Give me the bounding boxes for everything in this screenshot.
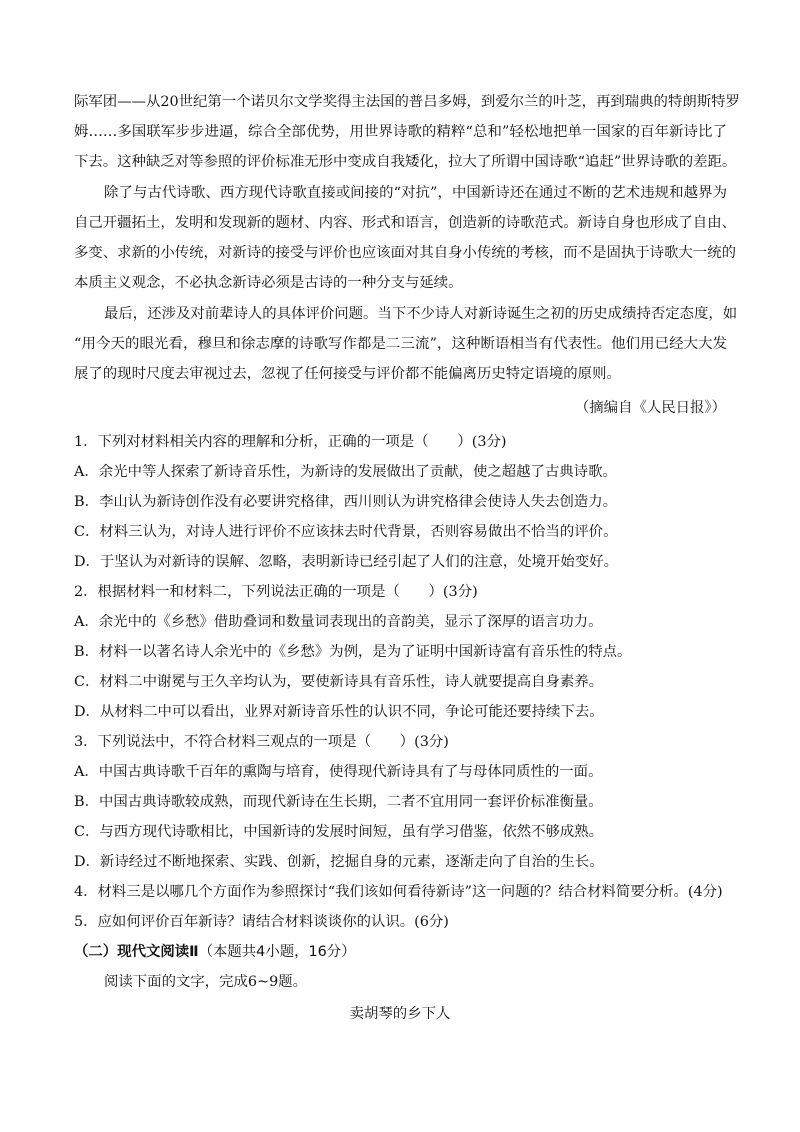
question-option: B．李山认为新诗创作没有必要讲究格律，西川则认为讲究格律会使诗人失去创造力。 xyxy=(74,494,618,510)
passage-line: 本质主义观念，不必执念新诗必须是古诗的一种分支与延续。 xyxy=(74,275,463,291)
section-title: （二）现代文阅读Ⅱ xyxy=(74,944,199,960)
question-option: D．从材料二中可以看出，业界对新诗音乐性的认识不同，争论可能还要持续下去。 xyxy=(74,704,604,720)
section-heading xyxy=(74,942,356,962)
question-stem: 4．材料三是以哪几个方面作为参照探讨“我们该如何看待新诗”这一问题的？结合材料简要分析。(4分) xyxy=(74,884,723,900)
question-option: C．与西方现代诗歌相比，中国新诗的发展时间短，虽有学习借鉴，依然不够成熟。 xyxy=(74,824,604,840)
passage-line: 自己开疆拓土，发明和发现新的题材、内容、形式和语言，创造新的诗歌范式。新诗自身也形成了自由、 xyxy=(74,215,736,231)
passage-line: 下去。这种缺乏对等参照的评价标准无形中变成自我矮化，拉大了所谓中国诗歌“追赶”世界诗歌的差距。 xyxy=(74,154,737,170)
passage-line: 际军团——从20世纪第一个诺贝尔文学奖得主法国的普吕多姆，到爱尔兰的叶芝，再到瑞典的特朗斯特罗 xyxy=(74,94,740,110)
passage-line: 最后，还涉及对前辈诗人的具体评价问题。当下不少诗人对新诗诞生之初的历史成绩持否定态度，如 xyxy=(104,306,738,322)
passage-source: （摘编自《人民日报》） xyxy=(574,400,726,416)
question-stem: 2．根据材料一和材料二，下列说法正确的一项是（ ）(3分) xyxy=(74,584,478,600)
passage-line: 姆……多国联军步步进逼，综合全部优势，用世界诗歌的精粹“总和”轻松地把单一国家的百年新诗比了 xyxy=(74,124,727,140)
story-title: 卖胡琴的乡下人 xyxy=(349,1006,451,1022)
passage-line: 除了与古代诗歌、西方现代诗歌直接或间接的“对抗”，中国新诗还在通过不断的艺术违规和越界为 xyxy=(104,185,727,201)
question-stem: 3．下列说法中，不符合材料三观点的一项是（ ）(3分) xyxy=(74,734,449,750)
question-option: A．中国古典诗歌千百年的熏陶与培育，使得现代新诗具有了与母体同质性的一面。 xyxy=(74,764,603,780)
question-option: D．于坚认为对新诗的误解、忽略，表明新诗已经引起了人们的注意，处境开始变好。 xyxy=(74,554,618,570)
question-option: B．中国古典诗歌较成熟，而现代新诗在生长期，二者不宜用同一套评价标准衡量。 xyxy=(74,794,603,810)
question-option: C．材料三认为，对诗人进行评价不应该抹去时代背景，否则容易做出不恰当的评价。 xyxy=(74,524,618,540)
question-stem: 1．下列对材料相关内容的理解和分析，正确的一项是（ ）(3分) xyxy=(74,434,507,450)
question-option: C．材料二中谢冕与王久辛均认为，要使新诗具有音乐性，诗人就要提高自身素养。 xyxy=(74,674,604,690)
passage-line: “用今天的眼光看，穆旦和徐志摩的诗歌写作都是二三流”，这种断语相当有代表性。他们用已经大大发 xyxy=(74,336,727,352)
passage-line: 展了的现时尺度去审视过去，忽视了任何接受与评价都不能偏离历史特定语境的原则。 xyxy=(74,366,621,382)
passage-line: 多变、求新的小传统，对新诗的接受与评价也应该面对其自身小传统的考核，而不是固执于诗歌大一统的 xyxy=(74,245,736,261)
question-option: A．余光中等人探索了新诗音乐性，为新诗的发展做出了贡献，使之超越了古典诗歌。 xyxy=(74,464,617,480)
question-stem: 5．应如何评价百年新诗？请结合材料谈谈你的认识。(6分) xyxy=(74,914,449,930)
section-note: （本题共4小题，16分） xyxy=(198,944,356,960)
question-option: D．新诗经过不断地探索、实践、创新，挖掘自身的元素，逐渐走向了自治的生长。 xyxy=(74,854,604,870)
question-option: A．余光中的《乡愁》借助叠词和数量词表现出的音韵美，显示了深厚的语言功力。 xyxy=(74,614,603,630)
question-option: B．材料一以著名诗人余光中的《乡愁》为例，是为了证明中国新诗富有音乐性的特点。 xyxy=(74,644,632,660)
section-instruction: 阅读下面的文字，完成6~9题。 xyxy=(104,974,308,990)
